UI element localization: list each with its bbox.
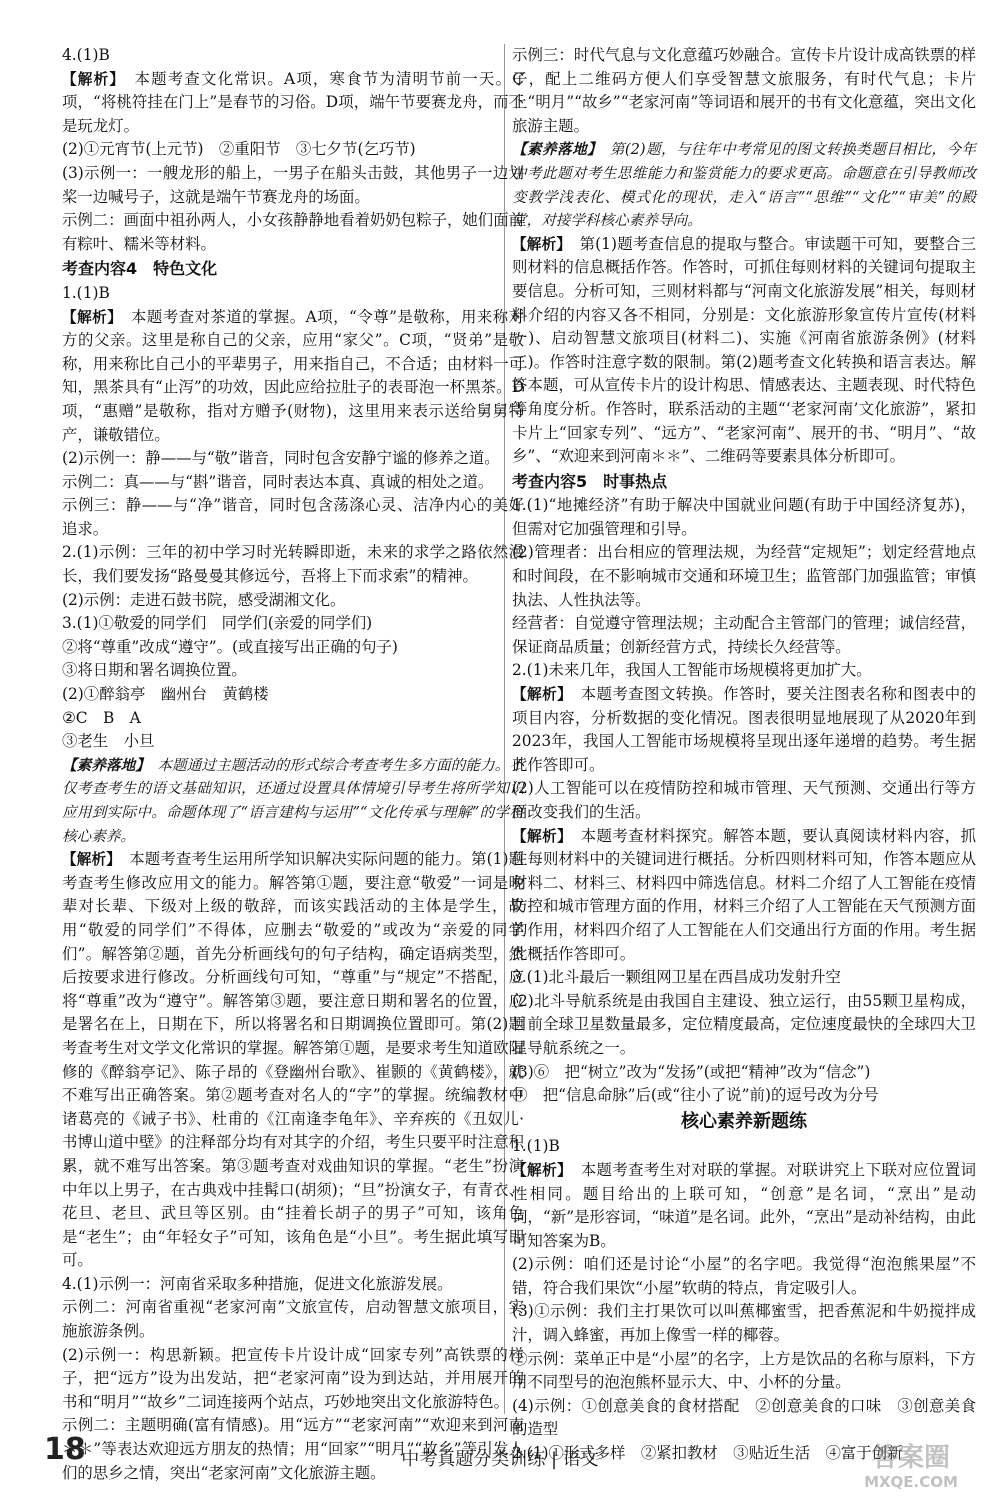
paragraph-text: 核心素养新题练 — [681, 1110, 807, 1132]
left-paragraph — [62, 589, 524, 613]
right-paragraph — [512, 1300, 976, 1347]
right-column — [512, 44, 976, 1466]
left-paragraph — [62, 848, 524, 1273]
left-paragraph — [62, 68, 524, 139]
section-tag: 【解析】 — [512, 686, 565, 704]
paragraph-text: (2)示例：走进石鼓书院，感受湖湘文化。 — [62, 590, 346, 609]
watermark-url: MXQE.COM — [864, 1473, 958, 1491]
paragraph-text: 示例二：主题明确(富有情感)。用“远方”“老家河南”“欢迎来到河南＊＊”等表达欢迎远方朋友的热情；用“回家”“明月”“故乡”等引发人们的思乡之情，突出“老家河南”文化旅游主题。 — [62, 1416, 524, 1482]
watermark-logo — [836, 1440, 986, 1492]
paragraph-text: 示例二：真——与“斟”谐音，同时表达本真、真诚的相处之道。 — [62, 472, 494, 491]
paragraph-text: 考查内容5 时事热点 — [512, 471, 668, 491]
page-number: 18 — [44, 1432, 86, 1467]
paragraph-text: ③老生 小旦 — [62, 732, 155, 751]
right-paragraph — [512, 1135, 976, 1159]
paragraph-text: 本题考查考生对对联的掌握。对联讲究上下联对应位置词性相同。题目给出的上联可知，“创意”是名词，“烹出”是动词，“新”是形容词，“味道”是名词。此外，“烹出”是动补结构，由此可知答案为B。 — [512, 1160, 976, 1250]
section-tag: 【素养落地】 — [62, 756, 143, 774]
paragraph-text: (2)示例：咱们还是讨论“小屋”的名字吧。我觉得“泡泡熊果屋”不错，符合我们果饮“小屋”软萌的特点，肯定吸引人。 — [512, 1255, 976, 1297]
left-paragraph — [62, 138, 524, 162]
paragraph-text: 示例二：河南省重视“老家河南”文旅宣传，启动智慧文旅项目，实施旅游条例。 — [62, 1298, 524, 1341]
paragraph-text: (2)人工智能可以在疫情防控和城市管理、天气预测、交通出行等方面改变我们的生活。 — [512, 779, 976, 821]
paragraph-text: ②示例：菜单正中是“小屋”的名字，上方是饮品的名称与原料，下方用不同型号的泡泡熊杯显示大、中、小杯的分量。 — [512, 1349, 976, 1392]
left-paragraph — [62, 1344, 524, 1415]
paragraph-text: 本题考查考生运用所学知识解决实际问题的能力。第(1)题考查考生修改应用文的能力。解答第①题，要注意“敬爱”一词是晚辈对长辈、下级对上级的敬辞，而该实践活动的主体是学生，故用“敬爱的同学们”不得体，应删去“敬爱的”或改为“亲爱的同学们”。解答第②题，首先分析画线句的句子结构，确定语病类型，然后按要求进行修改。分析画线句可知，“尊重”与“规定”不搭配，应将“尊重”改为“遵守”。解答第③题，要注意日期和署名的位置，应是署名在上，日期在下，所以将署名和日期调换位置即可。第(2)题考查考生对文学文化常识的掌握。解答第①题，是要求考生知道欧阳修的《醉翁亭记》、陈子昂的《登幽州台歌》、崔颢的《黄鹤楼》，就不难写出正确答案。第②题考查对名人的“字”的掌握。统编教材中诸葛亮的《诫子书》、杜甫的《江南逢李龟年》、辛弃疾的《丑奴儿·书博山道中壁》的注释部分均有对其字的介绍，考生只要平时注意积累，就不难写出答案。第③题考查对戏曲知识的掌握。“老生”扮演中年以上男子，在古典戏中挂髯口(胡须)；“旦”扮演女子，有青衣、花旦、老旦、武旦等区别。由“挂着长胡子的男子”可知，该角色是“老生”；由“年轻女子”可知，该角色是“小旦”。考生据此填写即可。 — [62, 850, 524, 1270]
left-paragraph — [62, 754, 524, 848]
paragraph-text: (2)①元宵节(上元节) ②重阳节 ③七夕节(乞巧节) — [62, 140, 416, 159]
section-tag: 【解析】 — [512, 1161, 565, 1179]
right-paragraph — [512, 470, 976, 494]
paragraph-text: 本题考查材料探究。解答本题，要认真阅读材料内容，抓住每则材料中的关键词进行概括。分析四则材料可知，作答本题应从材料二、材料三、材料四中筛选信息。材料二介绍了人工智能在疫情防控和城市管理方面的作用，材料三介绍了人工智能在天气预测方面的作用，材料四介绍了人工智能在人们交通出行方面的作用。考生据此概括作答即可。 — [512, 826, 976, 963]
right-paragraph — [512, 541, 976, 612]
paragraph-text: ④ 把“信息命脉”后(或“往小了说”前)的逗号改为分号 — [512, 1086, 879, 1105]
paragraph-text: 2.(1)未来几年，我国人工智能市场规模将更加扩大。 — [512, 661, 872, 680]
paragraph-text: 本题考查图文转换。作答时，要关注图表名称和图表中的项目内容，分析数据的变化情况。图表很明显地展现了从2020年到2023年，我国人工智能市场规模将呈现出逐年递增的趋势。考生据此作答即可。 — [512, 685, 976, 774]
paragraph-text: (4)示例：①创意美食的食材搭配 ②创意美食的口味 ③创意美食的造型 — [512, 1396, 976, 1439]
paragraph-text: 4.(1)示例一：河南省采取多种措施，促进文化旅游发展。 — [62, 1274, 453, 1293]
right-paragraph — [512, 683, 976, 777]
section-tag: 【解析】 — [62, 308, 116, 326]
left-paragraph — [62, 659, 524, 683]
paragraph-text: 示例三：时代气息与文化意蕴巧妙融合。宣传卡片设计成高铁票的样子，配上二维码方便人们享受智慧文旅服务，有时代气息；卡片上“明月”“故乡”“老家河南”等词语和展开的书有文化意蕴，突出文化旅游主题。 — [512, 46, 976, 135]
paragraph-text: 3.(1)北斗最后一颗组网卫星在西昌成功发射升空 — [512, 968, 841, 987]
left-paragraph — [62, 730, 524, 754]
right-paragraph — [512, 966, 976, 990]
left-paragraph — [62, 612, 524, 636]
left-paragraph — [62, 707, 524, 731]
left-paragraph — [62, 257, 524, 281]
left-paragraph — [62, 494, 524, 541]
right-paragraph — [512, 1253, 976, 1300]
right-paragraph — [512, 659, 976, 683]
right-paragraph — [512, 1395, 976, 1442]
paragraph-text: 1.(1)B — [62, 283, 110, 302]
paragraph-text: (3)⑥ 把“树立”改为“发扬”(或把“精神”改为“信念”) — [512, 1062, 871, 1081]
paragraph-text: 考查内容4 特色文化 — [62, 259, 218, 279]
paragraph-text: ③将日期和署名调换位置。 — [62, 661, 247, 680]
paragraph-text: 示例二：画面中祖孙两人，小女孩静静地看着奶奶包粽子，她们面前有粽叶、糯米等材料。 — [62, 211, 524, 253]
left-paragraph — [62, 44, 524, 68]
paragraph-text: 第(2)题，与往年中考常见的图文转换类题目相比，今年中考此题对考生思维能力和鉴赏能力的要求更高。命题意在引导教师改变教学浅表化、模式化的现状，走入“语言”“思维”“文化”“审美”的殿堂，对接学科核心素养导向。 — [512, 141, 976, 230]
paragraph-text: (2)北斗导航系统是由我国自主建设、独立运行，由55颗卫星构成，目前全球卫星数量最多，定位精度最高，定位速度最快的全球四大卫星导航系统之一。 — [512, 991, 976, 1057]
right-paragraph — [512, 1110, 976, 1134]
paragraph-text: (3)示例一：一艘龙形的船上，一男子在船头击鼓，其他男子一边划桨一边喊号子，这就是端午节赛龙舟的场面。 — [62, 163, 524, 206]
paragraph-text: 本题通过主题活动的形式综合考查考生多方面的能力。不仅考查考生的语文基础知识，还通过设置具体情境引导考生将所学知识应用到实际中。命题体现了“语言建构与运用”“文化传承与理解”的学科核心素养。 — [62, 756, 524, 845]
right-paragraph — [512, 1061, 976, 1085]
section-tag: 【解析】 — [512, 827, 565, 845]
left-paragraph — [62, 447, 524, 471]
left-paragraph — [62, 209, 524, 256]
right-paragraph — [512, 138, 976, 232]
page-footer — [0, 1432, 1000, 1491]
left-paragraph — [62, 1296, 524, 1343]
paragraph-text: (2)示例一：静——与“敬”谐音，同时包含安静宁谧的修养之道。 — [62, 449, 500, 468]
book-title: 中考真题分类训练 | 语文 — [401, 1449, 599, 1470]
right-paragraph — [512, 825, 976, 967]
left-paragraph — [62, 541, 524, 588]
right-paragraph — [512, 494, 976, 541]
paragraph-text: (2)示例一：构思新颖。把宣传卡片设计成“回家专列”高铁票的样子，把“远方”设为出发站，把“老家河南”设为到达站，并用展开的书和“明月”“故乡”二词连接两个站点，巧妙地突出文化旅游特色。 — [62, 1345, 524, 1411]
paragraph-text: 4.(1)B — [62, 46, 110, 64]
left-column — [62, 44, 524, 1485]
watermark-text: 答案圈 — [871, 1443, 951, 1473]
right-paragraph — [512, 990, 976, 1061]
right-paragraph — [512, 1348, 976, 1395]
paragraph-text: 经营者：自觉遵守管理法规；主动配合主管部门的管理；诚信经营，保证商品质量；创新经营方式，持续长久经营等。 — [512, 614, 976, 656]
paragraph-text: (3)①示例：我们主打果饮可以叫蕉椰蜜雪，把香蕉泥和牛奶搅拌成汁，调入蜂蜜，再加上像雪一样的椰蓉。 — [512, 1302, 976, 1345]
paragraph-text: 本题考查对茶道的掌握。A项，“令尊”是敬称，用来称对方的父亲。这里是称自己的父亲，应用“家父”。C项，“贤弟”是敬称，用来称比自己小的平辈男子，用来指自己，不合适；由材料一可知，黑茶具有“止泻”的功效，因此应给拉肚子的表哥泡一杯黑茶。D项，“惠赠”是敬称，指对方赠予(财物)，这里用来表示送给舅舅特产，谦敬错位。 — [62, 307, 524, 444]
paragraph-text: 第(1)题考查信息的提取与整合。审读题干可知，要整合三则材料的信息概括作答。作答时，可抓住每则材料的关键词句提取主要信息。分析可知，三则材料都与“河南文化旅游发展”相关，每则材料介绍的内容又各不相同，分别是：文化旅游形象宣传片宣传(材料一)、启动智慧文旅项目(材料二)、实施《河南省旅游条例》(材料三)。作答时注意字数的限制。第(2)题考查文化转换和语言表达。解答本题，可从宣传卡片的设计构思、情感表达、主题表现、时代特色等角度分析。作答时，联系活动的主题“‘老家河南’文化旅游”，紧扣卡片上“回家专列”、“远方”、“老家河南”、展开的书、“明月”、“故乡”、“欢迎来到河南＊＊”、二维码等要素具体分析即可。 — [512, 234, 976, 466]
left-paragraph — [62, 683, 524, 707]
paragraph-text: 本题考查文化常识。A项，寒食节为清明节前一天。C项，“将桃符挂在门上”是春节的习俗。D项，端午节要赛龙舟，而不是玩龙灯。 — [62, 69, 524, 135]
section-tag: 【解析】 — [512, 235, 564, 253]
left-paragraph — [62, 471, 524, 495]
right-paragraph — [512, 233, 976, 469]
paragraph-text: 示例三：静——与“净”谐音，同时包含荡涤心灵、洁净内心的美好追求。 — [62, 496, 524, 538]
left-paragraph — [62, 306, 524, 448]
paragraph-text: 2.(1)①形式多样 ②紧扣教材 ③贴近生活 ④富于创新 — [512, 1444, 903, 1463]
left-paragraph — [62, 282, 524, 306]
right-paragraph — [512, 1084, 976, 1108]
section-tag: 【素养落地】 — [512, 141, 595, 159]
paragraph-text: 1.(1)B — [512, 1137, 560, 1156]
right-paragraph — [512, 612, 976, 659]
left-paragraph — [62, 1273, 524, 1297]
right-paragraph — [512, 777, 976, 824]
paragraph-text: (2)管理者：出台相应的管理法规，为经营“定规矩”；划定经营地点和时间段，在不影响城市交通和环境卫生；监管部门加强监管；审慎执法、人性执法等。 — [512, 543, 976, 609]
paragraph-text: ②将“尊重”改成“遵守”。(或直接写出正确的句子) — [62, 637, 398, 656]
paragraph-text: (2)①醉翁亭 幽州台 黄鹤楼 — [62, 685, 269, 704]
left-paragraph — [62, 162, 524, 209]
paragraph-text: 1.(1)“地摊经济”有助于解决中国就业问题(有助于中国经济复苏)，但需对它加强管理和引导。 — [512, 496, 976, 538]
right-paragraph — [512, 44, 976, 138]
right-paragraph — [512, 1159, 976, 1253]
paragraph-text: ②C B A — [62, 708, 141, 727]
paragraph-text: 3.(1)①敬爱的同学们 同学们(亲爱的同学们) — [62, 614, 373, 633]
section-tag: 【解析】 — [62, 851, 114, 869]
paragraph-text: 2.(1)示例：三年的初中学习时光转瞬即逝，未来的求学之路依然漫长，我们要发扬“路曼曼其修远兮，吾将上下而求索”的精神。 — [62, 543, 524, 586]
section-tag: 【解析】 — [62, 70, 118, 88]
left-paragraph — [62, 636, 524, 660]
